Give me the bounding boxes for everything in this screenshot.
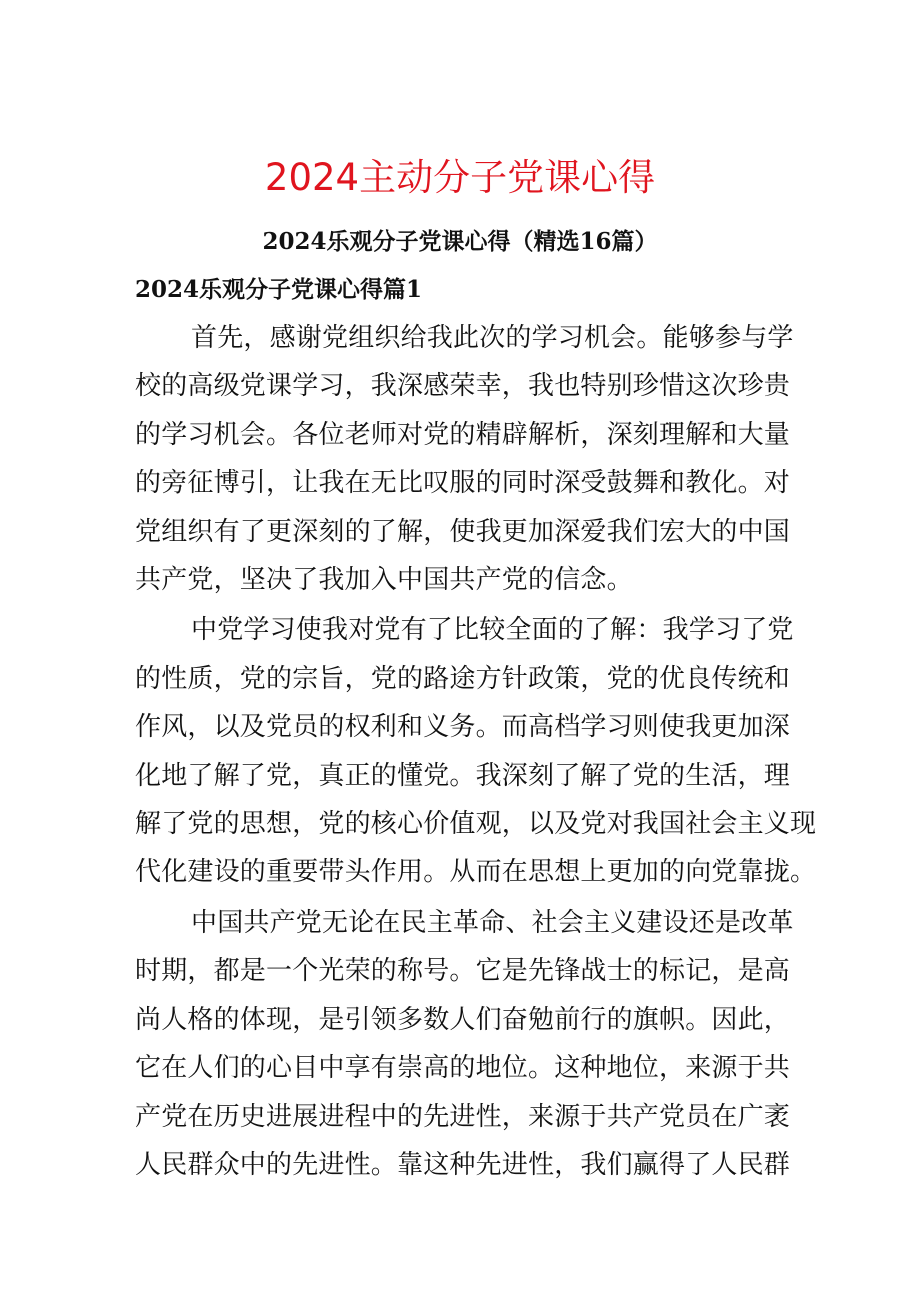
paragraph-1 — [135, 314, 815, 604]
paragraph-line: 尚人格的体现，是引领多数人们奋勉前行的旗帜。因此， — [135, 1004, 791, 1035]
paragraph-line: 校的高级党课学习，我深感荣幸，我也特别珍惜这次珍贵 — [135, 371, 791, 402]
paragraph-line: 化地了解了党，真正的懂党。我深刻了解了党的生活，理 — [135, 760, 791, 791]
paragraph-line: 的旁征博引，让我在无比叹服的同时深受鼓舞和教化。对 — [135, 468, 791, 499]
paragraph-line: 时期，都是一个光荣的称号。它是先锋战士的标记，是高 — [135, 956, 791, 987]
paragraph-line: 解了党的思想，党的核心价值观，以及党对我国社会主义现 — [135, 809, 817, 840]
paragraph-line: 首先，感谢党组织给我此次的学习机会。能够参与学 — [191, 323, 794, 353]
paragraph-line: 的性质，党的宗旨，党的路途方针政策，党的优良传统和 — [135, 663, 791, 694]
paragraph-line: 党组织有了更深刻的了解，使我更加深爱我们宏大的中国 — [135, 516, 791, 547]
document-title: 2024主动分子党课心得 — [264, 156, 656, 199]
paragraph-line: 人民群众中的先进性。靠这种先进性，我们赢得了人民群 — [135, 1149, 791, 1180]
paragraph-line: 中党学习使我对党有了比较全面的了解：我学习了党 — [191, 615, 794, 646]
paragraph-line: 作风，以及党员的权利和义务。而高档学习则使我更加深 — [135, 712, 791, 743]
paragraph-line: 代化建设的重要带头作用。从而在思想上更加的向党靠拢。 — [135, 857, 817, 888]
paragraph-2 — [135, 606, 815, 896]
paragraph-line: 的学习机会。各位老师对党的精辟解析，深刻理解和大量 — [135, 419, 791, 450]
paragraph-line: 中国共产党无论在民主革命、社会主义建设还是改革 — [191, 907, 794, 938]
paragraph-line: 共产党，坚决了我加入中国共产党的信念。 — [135, 565, 633, 596]
paragraph-line: 产党在历史进展进程中的先进性，来源于共产党员在广袤 — [135, 1101, 791, 1132]
section-heading: 2024乐观分子党课心得篇1 — [135, 276, 423, 303]
body-text — [135, 314, 815, 1191]
document-subtitle: 2024乐观分子党课心得（精选16篇） — [262, 228, 658, 255]
paragraph-3 — [135, 899, 815, 1189]
paragraph-line: 它在人们的心目中享有崇高的地位。这种地位，来源于共 — [135, 1053, 791, 1084]
